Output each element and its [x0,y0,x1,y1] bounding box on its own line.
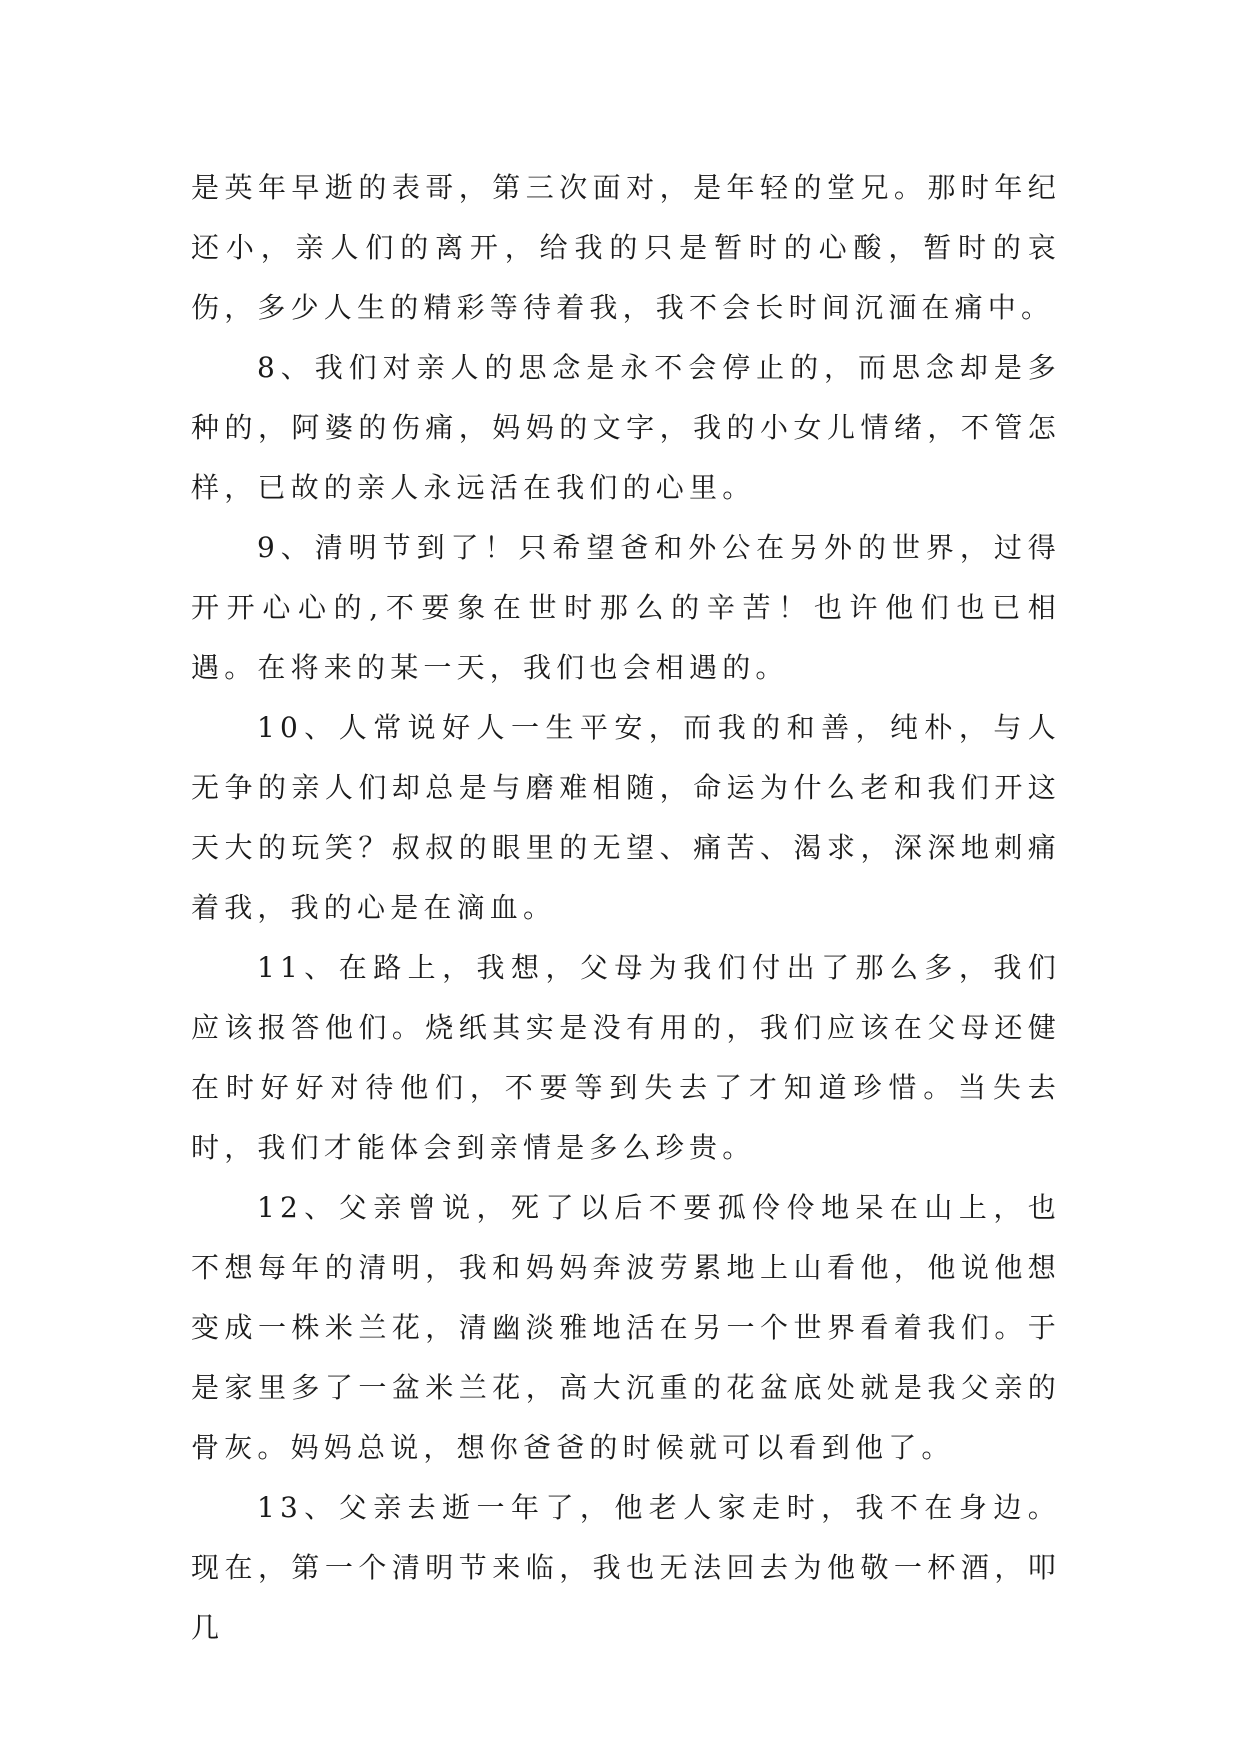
paragraph-12: 12、父亲曾说，死了以后不要孤伶伶地呆在山上，也不想每年的清明，我和妈妈奔波劳累地上山看他，他说他想变成一株米兰花，清幽淡雅地活在另一个世界看着我们。于是家里多了一盆米兰花，高大沉重的花盆底处就是我父亲的骨灰。妈妈总说，想你爸爸的时候就可以看到他了。 [191,1191,1061,1464]
paragraph-11: 11、在路上，我想，父母为我们付出了那么多，我们应该报答他们。烧纸其实是没有用的，我们应该在父母还健在时好好对待他们，不要等到失去了才知道珍惜。当失去时，我们才能体会到亲情是多么珍贵。 [191,951,1061,1164]
paragraph-9: 9、清明节到了！只希望爸和外公在另外的世界，过得开开心心的,不要象在世时那么的辛苦！也许他们也已相遇。在将来的某一天，我们也会相遇的。 [191,531,1061,684]
paragraph-13: 13、父亲去逝一年了，他老人家走时，我不在身边。现在，第一个清明节来临，我也无法回去为他敬一杯酒，叩几 [191,1491,1061,1644]
paragraph-10: 10、人常说好人一生平安，而我的和善，纯朴，与人无争的亲人们却总是与磨难相随，命运为什么老和我们开这天大的玩笑？叔叔的眼里的无望、痛苦、渴求，深深地刺痛着我，我的心是在滴血。 [191,711,1061,924]
document-body [191,158,1061,1658]
paragraph-continued: 是英年早逝的表哥，第三次面对，是年轻的堂兄。那时年纪还小，亲人们的离开，给我的只是暂时的心酸，暂时的哀伤，多少人生的精彩等待着我，我不会长时间沉湎在痛中。 [191,171,1061,324]
paragraph-8: 8、我们对亲人的思念是永不会停止的，而思念却是多种的，阿婆的伤痛，妈妈的文字，我的小女儿情绪，不管怎样，已故的亲人永远活在我们的心里。 [191,351,1061,504]
